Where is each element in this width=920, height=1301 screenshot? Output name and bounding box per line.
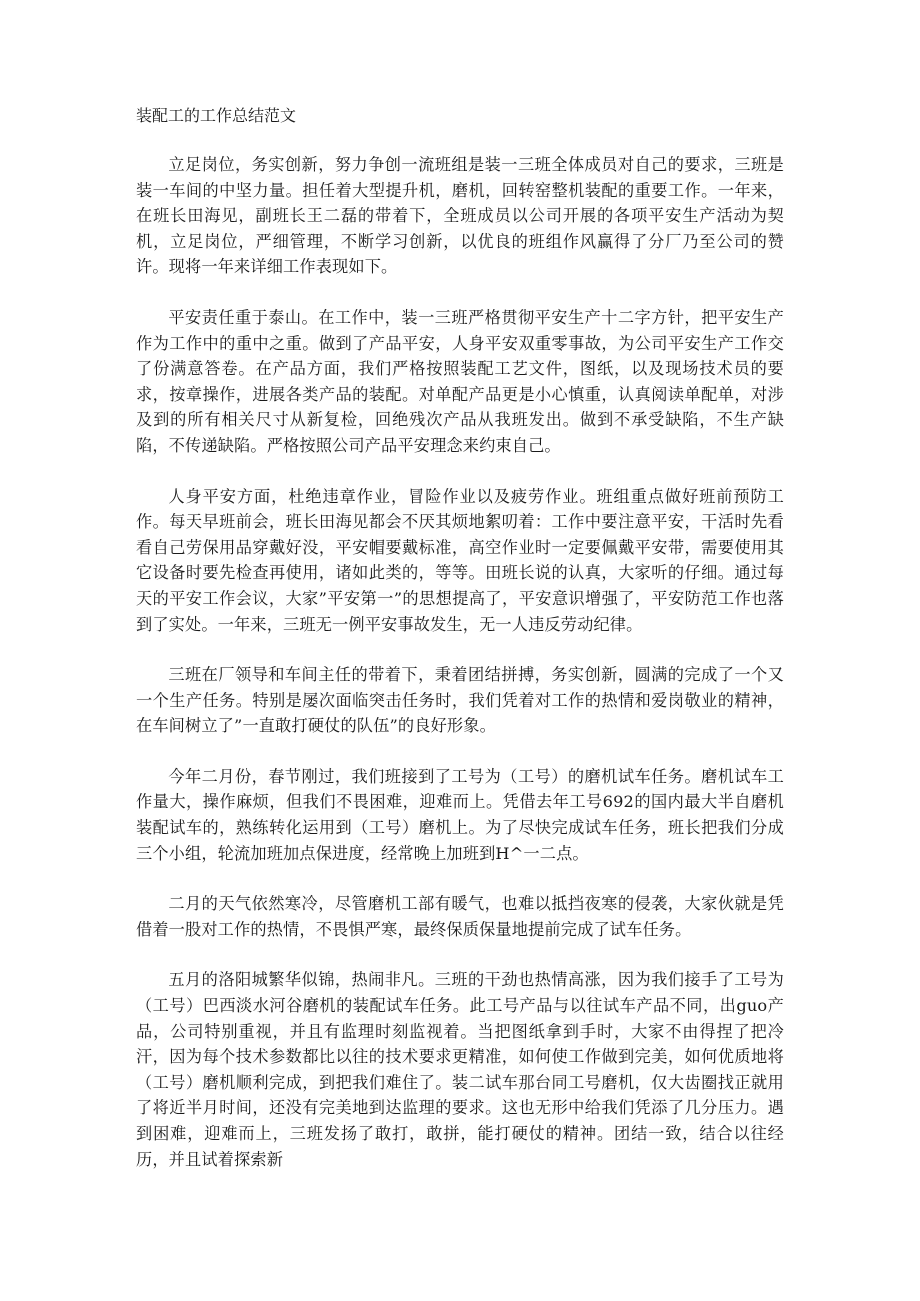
document-title: 装配工的工作总结范文 xyxy=(136,106,297,125)
paragraph-2: 平安责任重于泰山。在工作中，装一三班严格贯彻平安生产十二字方针，把平安生产作为工作中的重中之重。做到了产品平安，人身平安双重零事故，为公司平安生产工作交了份满意答卷。在产品方面，我们严格按照装配工艺文件，图纸，以及现场技术员的要求，按章操作，进展各类产品的装配。对单配产品更是小心慎重，认真阅读单配单，对涉及到的所有相关尺寸从新复检，回绝残次产品从我班发出。做到不承受缺陷，不生产缺陷，不传递缺陷。严格按照公司产品平安理念来约束自己。 xyxy=(136,307,784,455)
paragraph-5: 今年二月份，春节刚过，我们班接到了工号为（工号）的磨机试车任务。磨机试车工作量大，操作麻烦，但我们不畏困难，迎难而上。凭借去年工号692的国内最大半自磨机装配试车的，熟练转化运用到（工号）磨机上。为了尽快完成试车任务，班长把我们分成三个小组，轮流加班加点保进度，经常晚上加班到H^一二点。 xyxy=(136,766,784,863)
paragraph-6: 二月的天气依然寒冷，尽管磨机工部有暖气，也难以抵挡夜寒的侵袭，大家伙就是凭借着一股对工作的热情，不畏惧严寒，最终保质保量地提前完成了试车任务。 xyxy=(136,894,784,939)
paragraph-7: 五月的洛阳城繁华似锦，热闹非凡。三班的干劲也热情高涨，因为我们接手了工号为（工号）巴西淡水河谷磨机的装配试车任务。此工号产品与以往试车产品不同，出guo产品，公司特别重视，并且有监理时刻监视着。当把图纸拿到手时，大家不由得捏了把冷汗，因为每个技术参数都比以往的技术要求更精准，如何使工作做到完美，如何优质地将（工号）磨机顺利完成，到把我们难住了。装二试车那台同工号磨机，仅大齿圈找正就用了将近半月时间，还没有完美地到达监理的要求。这也无形中给我们凭添了几分压力。遇到困难，迎难而上，三班发扬了敢打，敢拼，能打硬仗的精神。团结一致，结合以往经历，并且试着探索新 xyxy=(136,970,784,1169)
paragraph-3: 人身平安方面，杜绝违章作业，冒险作业以及疲劳作业。班组重点做好班前预防工作。每天早班前会，班长田海见都会不厌其烦地絮叨着：工作中要注意平安，干活时先看看自己劳保用品穿戴好没，平安帽要戴标准，高空作业时一定要佩戴平安带，需要使用其它设备时要先检查再使用，诸如此类的，等等。田班长说的认真，大家听的仔细。通过每天的平安工作会议，大家”平安第一”的思想提高了，平安意识增强了，平安防范工作也落到了实处。一年来，三班无一例平安事故发生，无一人违反劳动纪律。 xyxy=(136,486,784,634)
paragraph-1: 立足岗位，务实创新，努力争创一流班组是装一三班全体成员对自己的要求，三班是装一车间的中坚力量。担任着大型提升机，磨机，回转窑整机装配的重要工作。一年来，在班长田海见，副班长王二磊的带着下，全班成员以公司开展的各项平安生产活动为契机，立足岗位，严细管理，不断学习创新，以优良的班组作风赢得了分厂乃至公司的赞许。现将一年来详细工作表现如下。 xyxy=(136,155,784,277)
paragraph-4: 三班在厂领导和车间主任的带着下，秉着团结拼搏，务实创新，圆满的完成了一个又一个生产任务。特别是屡次面临突击任务时，我们凭着对工作的热情和爱岗敬业的精神，在车间树立了”一直敢打硬仗的队伍”的良好形象。 xyxy=(136,665,784,736)
document-page xyxy=(136,104,784,1197)
